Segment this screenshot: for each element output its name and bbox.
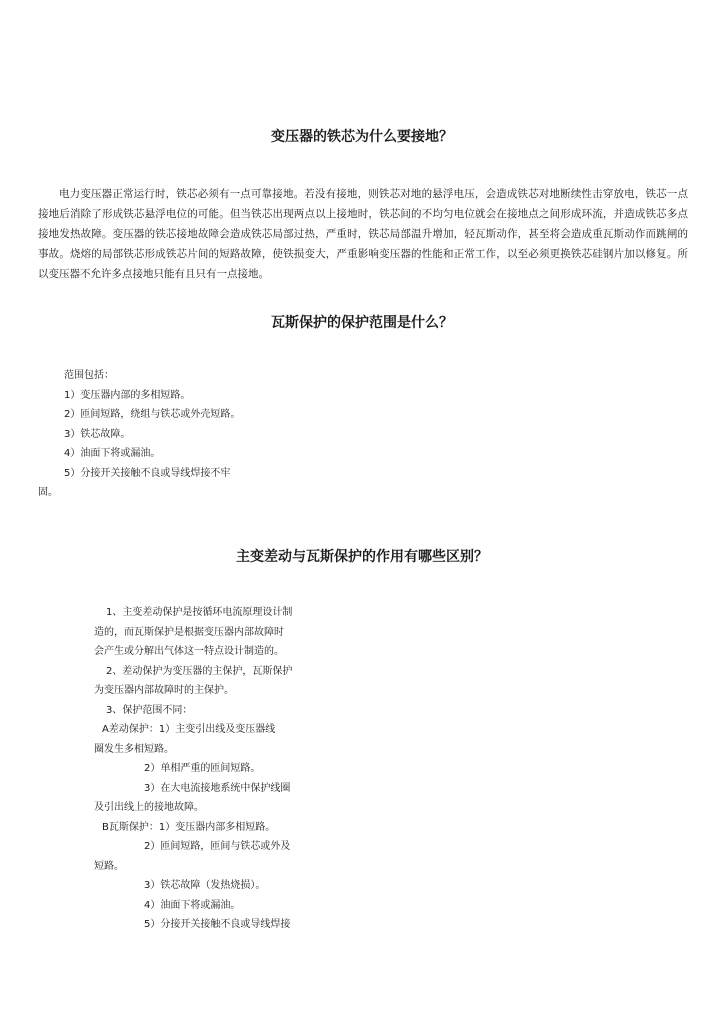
list-item: 1、主变差动保护是按循环电流原理设计制 bbox=[106, 607, 293, 618]
list-item: 5）分接开关接触不良或导线焊接不牢 bbox=[64, 467, 231, 479]
section-2-title: 瓦斯保护的保护范围是什么？ bbox=[271, 315, 453, 331]
section-3-title: 主变差动与瓦斯保护的作用有哪些区别？ bbox=[236, 549, 488, 565]
section-1-title: 变压器的铁芯为什么要接地？ bbox=[271, 129, 453, 145]
list-item: 4）油面下将或漏油。 bbox=[144, 899, 241, 911]
list-item: A差动保护：1）主变引出线及变压器线 bbox=[102, 724, 276, 735]
list-item: 5）分接开关接触不良或导线焊接 bbox=[144, 919, 291, 930]
list-item: B瓦斯保护：1）变压器内部多相短路。 bbox=[102, 821, 276, 833]
list-item: 固。 bbox=[38, 487, 58, 498]
list-item: 2）匝间短路，绕组与铁芯或外壳短路。 bbox=[64, 409, 241, 420]
list-item: 会产生或分解出气体这一特点设计制造的。 bbox=[94, 646, 284, 657]
list-item: 3）在大电流接地系统中保护线圈 bbox=[144, 782, 291, 794]
list-item: 4）油面下将或漏油。 bbox=[64, 448, 161, 459]
list-item: 3、保护范围不同： bbox=[106, 704, 193, 716]
list-item: 圈发生多相短路。 bbox=[94, 743, 174, 755]
list-item: 2）单相严重的匝间短路。 bbox=[144, 763, 261, 774]
list-item: 3）铁芯故障（发热烧损）。 bbox=[144, 880, 266, 891]
list-item: 及引出线上的接地故障。 bbox=[94, 802, 204, 813]
list-item: 为变压器内部故障时的主保护。 bbox=[94, 685, 234, 696]
list-item: 2）匝间短路，匝间与铁芯或外及 bbox=[144, 841, 291, 852]
list-item: 造的，而瓦斯保护是根据变压器内部故障时 bbox=[94, 626, 284, 638]
list-item: 3）铁芯故障。 bbox=[64, 428, 131, 440]
list-item: 2、差动保护为变压器的主保护，瓦斯保护 bbox=[106, 665, 293, 677]
section-1-paragraph: 电力变压器正常运行时，铁芯必须有一点可靠接地。若没有接地，则铁芯对地的悬浮电压，会造成铁芯对地断续性击穿放电，铁芯一点接地后消除了形成铁芯悬浮电位的可能。但当铁芯出现两点以上接地时，铁芯间的不均匀电位就会在接地点之间形成环流，并造成铁芯多点接地发热故障。变压器的铁芯接地故障会造成铁芯局部过热，严重时，铁芯局部温升增加，轻瓦斯动作，甚至将会造成重瓦斯动作而跳闸的事故。烧熔的局部铁芯形成铁芯片间的短路故障，使铁损变大，严重影响变压器的性能和正常工作，以至必须更换铁芯硅钢片加以修复。所以变压器不允许多点接地只能有且只有一点接地。 bbox=[38, 188, 688, 280]
list-item: 范围包括： bbox=[64, 370, 114, 381]
section-2-list bbox=[38, 366, 298, 503]
list-item: 1）变压器内部的多相短路。 bbox=[64, 389, 191, 401]
list-item: 短路。 bbox=[94, 860, 124, 872]
section-3-list bbox=[94, 603, 354, 935]
